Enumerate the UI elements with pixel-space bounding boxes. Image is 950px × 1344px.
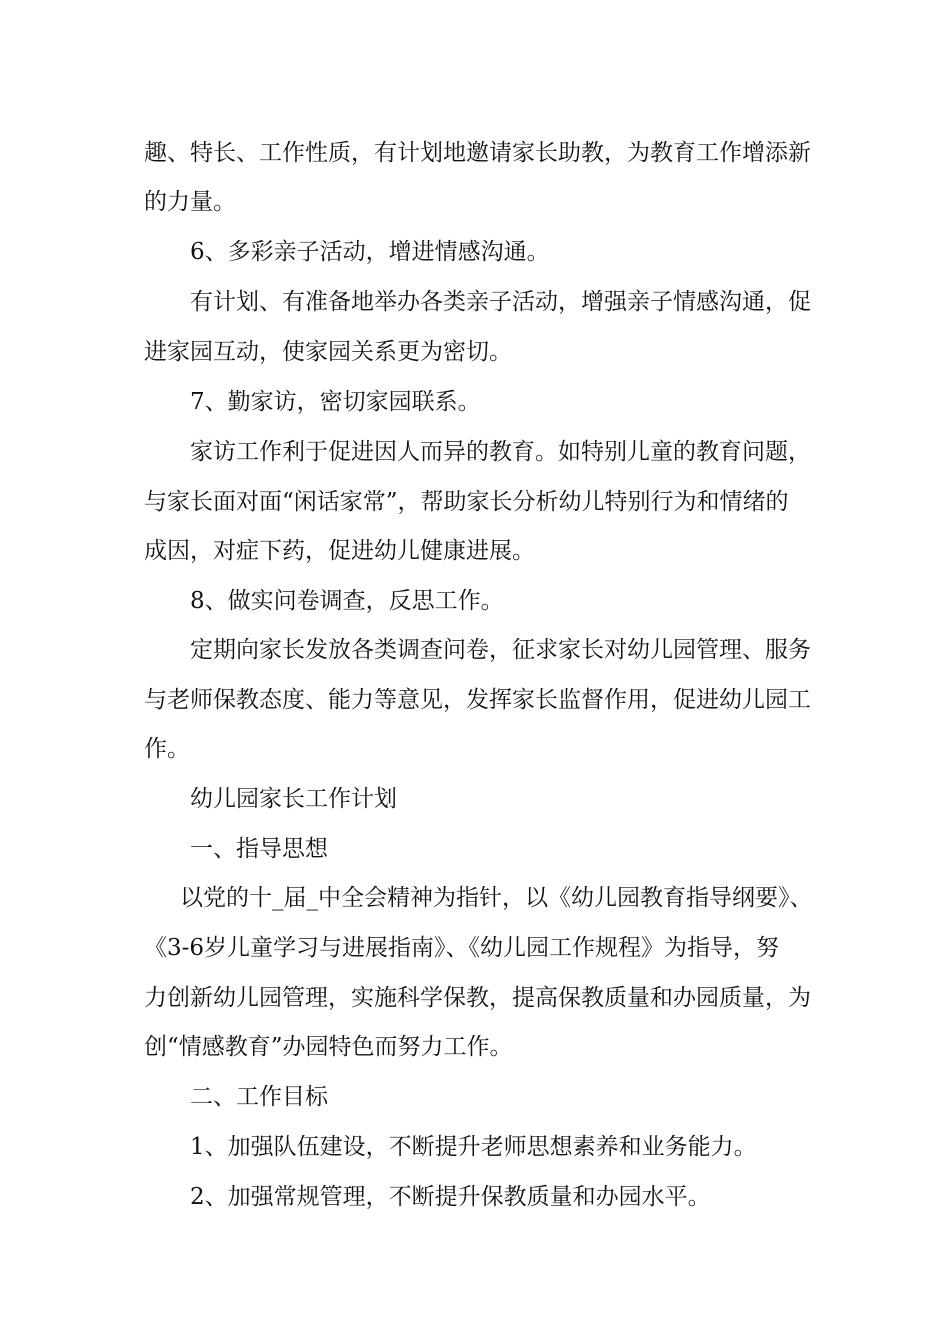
text-line: 趣、特长、工作性质，有计划地邀请家长助教，为教育工作增添新 — [144, 140, 811, 166]
section-heading: 二、工作目标 — [190, 1084, 328, 1110]
text-line: 与老师保教态度、能力等意见，发挥家长监督作用，促进幼儿园工 — [144, 687, 811, 713]
text-line: 《3-6岁儿童学习与进展指南》、《幼儿园工作规程》为指导，努 — [144, 935, 780, 961]
text-line: 2、加强常规管理，不断提升保教质量和办园水平。 — [190, 1184, 711, 1210]
text-line: 家访工作利于促进因人而异的教育。如特别儿童的教育问题， — [190, 439, 811, 465]
text-line: 成因，对症下药，促进幼儿健康进展。 — [144, 538, 535, 564]
text-line: 1、加强队伍建设，不断提升老师思想素养和业务能力。 — [190, 1134, 757, 1160]
text-line: 有计划、有准备地举办各类亲子活动，增强亲子情感沟通，促 — [190, 289, 811, 315]
section-heading: 一、指导思想 — [190, 836, 328, 862]
section-heading: 7、勤家访，密切家园联系。 — [190, 389, 481, 415]
text-line: 进家园互动，使家园关系更为密切。 — [144, 339, 512, 365]
text-line: 定期向家长发放各类调查问卷，征求家长对幼儿园管理、服务 — [190, 637, 811, 663]
text-line: 创“情感教育”办园特色而努力工作。 — [144, 1034, 513, 1060]
text-line: 以党的十_届_中全会精神为指针，以《幼儿园教育指导纲要》、 — [180, 885, 813, 911]
section-heading: 6、多彩亲子活动，增进情感沟通。 — [190, 239, 550, 265]
text-line: 作。 — [144, 736, 190, 762]
document-title: 幼儿园家长工作计划 — [190, 786, 397, 812]
text-line: 力创新幼儿园管理，实施科学保教，提高保教质量和办园质量，为 — [144, 985, 811, 1011]
section-heading: 8、做实问卷调查，反思工作。 — [190, 588, 504, 614]
text-line: 的力量。 — [144, 189, 236, 215]
text-line: 与家长面对面“闲话家常”，帮助家长分析幼儿特别行为和情绪的 — [144, 489, 789, 515]
